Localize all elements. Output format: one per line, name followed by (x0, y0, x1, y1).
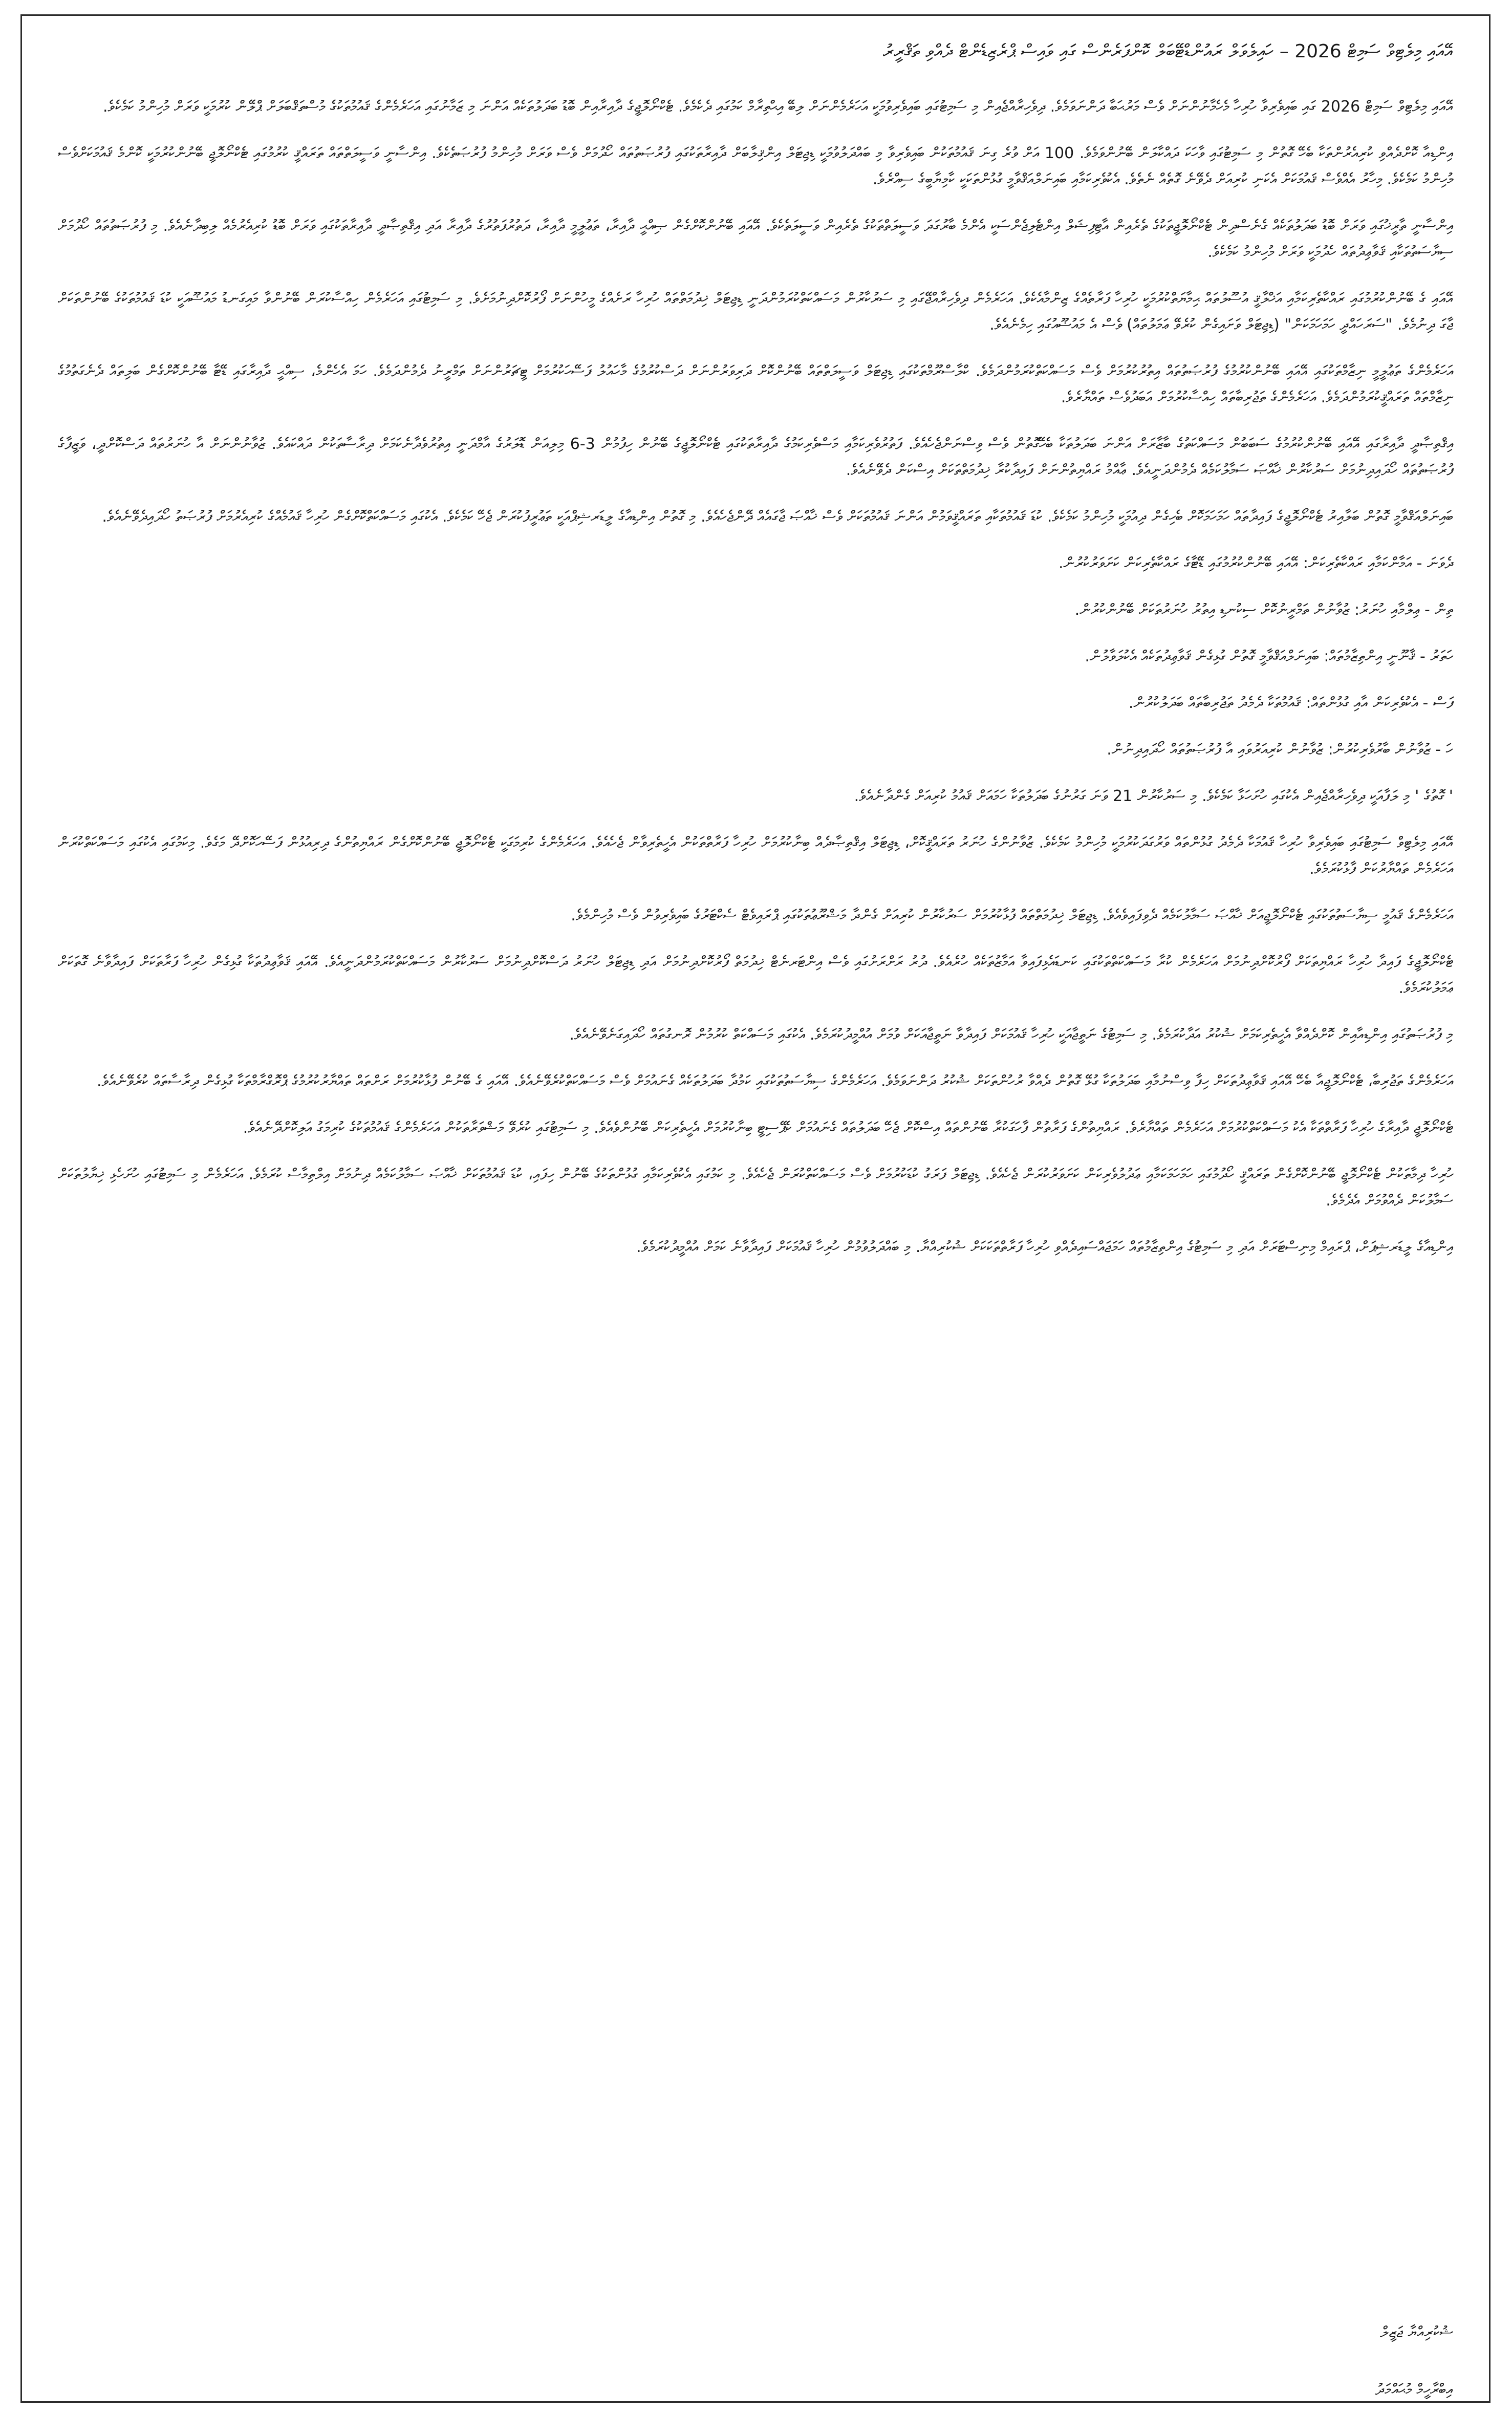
closing-line: ޝުކުރިއްޔާ ޖަޒީލް (1380, 2323, 1453, 2341)
paragraph-15: އިންޑިއާގެ ލީޑަރޝިޕަށް، ޕްރައިމް މިނިސްޓަރަށް އަދި މި ސަމިޓުގެ އިންތިޒާމުތައް ހަމަޖައްސައިދެއްވި ހުރިހާ ފަރާތްތަކަކަށް ޝުކުރިއްޔާ. މި ބައްދަލުވުމުން ހުރިހާ ޤައުމަކަށް ފައިދާވާނެ ކަމަށް އުއްމީދުކުރަމެވެ. (636, 1238, 1453, 1256)
paragraph-5: އަހަރެމެންގެ ތަޢުލީމީ ނިޒާމްތަކުގައި އޭއައި ބޭނުންކުރުމުގެ ފުރުޞަތުތައް އިތުރުކުރުމަށް ވެސް މަސައްކަތްކުރަމުންދަމެވެ. ކްލާސްރޫމްތަކުގައި ޑިޖިޓަލް ވަސީލަތްތައް ބޭނުންކޮށް ދަރިވަރުންނަށް ދަސްކުރުމުގެ މާހައުލު ފަސޭހަކުރުމަށް ޓީޗަރުންނަށް ތަމްރީނު ދެމުންދަމެވެ. ހަމަ އެހެންމެ، ސިއްޙީ ދާއިރާގައި ޑޭޓާ ބޭނުންކޮށްގެން ބަލިތައް ދެނެގަތުމުގެ ނިޒާމްތައް ތަރައްޤީކުރަމުންދަމެވެ. އަހަރެމެންގެ ތަޖުރިބާތައް ހިއްސާކުރުމަށް އަބަދުވެސް ތައްޔާރެވެ. (58, 362, 1453, 406)
paragraph-2: އިންޑިއާ ކޮށްދެއްވި ކުރިއެރުންތަކާ ބެހޭ ގޮތުން މި ސަމިޓުގައި ވާހަކަ ދައްކާލަން ބޭނުންވަމެވެ. 100 އަށް ވުރެ ގިނަ ޤައުމުތަކުން ބައިވެރިވާ މި ބައްދަލުވުމަކީ ޑިޖިޓަލް އިންޤިލާބަށް ދާއިރާތަކުގައި ފުރުޞަތުތައް ހޯދުމަށް ވެސް ވަރަށް މުހިންމު ފުރުޞަތެކެވެ. އިންސާނީ ވަސީލަތްތައް ތަރައްޤީ ކުރުމުގައި ޓެކްނޯލޮޖީ ބޭނުންކުރުމަކީ ކޮންމެ ޤައުމަކަށްވެސް މުހިންމު ކަމެކެވެ. މިހާރު އެއްވެސް ޤައުމަކަށް އެކަނި ކުރިއަށް ދެވޭނެ ގޮތެއް ނެތެވެ. އެކުވެރިކަމާއި ބައިނަލްއަޤްވާމީ ގުޅުންތަކަކީ ކާމިޔާބީގެ ސިއްރެވެ. (58, 144, 1453, 188)
list-item-4: ފަސް - އެކުވެރިކަން އާއި ގުޅުންތައް: ޤައުމުތަކާ ދެމެދު ތަޖުރިބާތައް ބަދަލުކުރުން. (1128, 694, 1453, 712)
paragraph-9: އަހަރެމެންގެ ޤައުމީ ސިޔާސަތުތަކުގައި ޓެކްނޯލޮޖީއަށް ޚާއްޞަ ސަމާލުކަމެއް ދެވިފައިވެއެވެ. ޑިޖިޓަލް ޚިދުމަތްތައް ފުޅާކުރުމަށް ސަރުކާރުން ކުރިއަށް ގެންދާ މަޝްރޫޢުތަކުގައި ޕްރައިވެޓް ސެކްޓަރުގެ ބައިވެރިވުން ވެސް މުހިންމެވެ. (571, 907, 1453, 924)
paragraph-3: އިންސާނީ ތާރީޚުގައި ވަރަށް ބޮޑު ބަދަލުތަކެއް ގެނެސްދިން ޓެކްނޯލޮޖީތަކުގެ ތެރެއިން އާޓިފިޝަލް އިންޓެލިޖެންސަކީ އެންމެ ބާރުގަދަ ވަސީލަތްތަކުގެ ތެރެއިން ވަސީލަތެކެވެ. އޭއައި ބޭނުންކޮށްގެން ޞިއްޙީ ދާއިރާ، ތަޢުލީމީ ދާއިރާ، ދަތުރުފަތުރުގެ ދާއިރާ އަދި އިޤްތިޞާދީ ދާއިރާތަކުގައި ވަރަށް ބޮޑު ކުރިއެރުމެއް ލިބިދާނެއެވެ. މި ފުރުޞަތުތައް ހޯދުމަށް ސިޔާސަތުތަކާއި ޤަވާޢިދުތައް ހެދުމަކީ ވަރަށް މުހިންމު ކަމެކެވެ. (58, 217, 1453, 261)
paragraph-6: އިޤްތިޞާދީ ދާއިރާގައި އޭއައި ބޭނުންކުރުމުގެ ސަބަބުން މަސައްކަތުގެ ބާޒާރަށް އަންނަ ބަދަލުތަކާ ބެހޭގޮތުން ވެސް ވިސްނަންޖެހެއެވެ. ފަތުރުވެރިކަމާއި މަސްވެރިކަމުގެ ދާއިރާތަކުގައި ޓެކްނޯލޮޖީގެ ބޭނުން ހިފުމުން 3-6 މިލިއަން ޑޮލަރުގެ އާމްދަނީ އިތުރުވެދާނެކަމަށް ދިރާސާތަކުން ދައްކައެވެ. ޒުވާނުންނަށް އާ ހުނަރުތައް ދަސްކޮށްދީ، ވަޒީފާގެ ފުރުޞަތުތައް ހޯދައިދިނުމަށް ސަރުކާރުން ޚާއްޞަ ސަމާލުކަމެއް ދެމުންދަނީއެވެ. ޢާއްމު ރައްޔިތުންނަށް ފައިދާކުރާ ޚިދުމަތްތަކަށް އިސްކަން ދެވޭނެއެވެ. (58, 435, 1454, 479)
paragraph-1: އޭއައި މިލެޓިވް ސަމިޓް 2026 ގައި ބައިވެރިވާ ހުރިހާ މެހެމާނުންނަށް ވެސް މަރުޙަބާ ދަންނަވަމެވެ. ދިވެހިރާއްޖެއިން މި ސަމިޓުގައި ބައިވެރިވުމަކީ އަހަރެމެންނަށް ލިބޭ އިޙްތިރާމް ކަމުގައި ދެކެމެވެ. ޓެކްނޯލޮޖީގެ ދާއިރާއިން ބޮޑު ބަދަލުތަކެއް އަންނަ މި ޒަމާނުގައި އަހަރެމެންގެ ޤައުމުތަކުގެ މުސްތަޤްބަލަށް ޕްލޭން ކުރުމަކީ ވަރަށް މުހިންމު ކަމެކެވެ. (103, 98, 1453, 116)
paragraph-14: ހުރިހާ ދިމާތަކުން ޓެކްނޯލޮޖީ ބޭނުންކޮށްގެން ތަރައްޤީ ހޯދުމުގައި ހަމަހަމަކަމާއި ޢަދުލުވެރިކަން ކަށަވަރުކުރަން ޖެހެއެވެ. ޑިޖިޓަލް ފަރަގު ކުޑަކުރުމަށް ވެސް މަސައްކަތްކުރަން ޖެހެއެވެ. މި ކަމުގައި އެކުވެރިކަމާއި ގުޅުންތަކުގެ ބޭނުން ހިފައި، ކުޑަ ޤައުމުތަކަށް ޚާއްޞަ ސަމާލުކަމެއް ދިނުމަށް އިލްތިމާސް ކުރަމެވެ. އަހަރެމެން މި ސަމިޓުގައި ހުށަހެޅި ޚިޔާލުތަކަށް ސަމާލުކަން ދެއްވުމަށް އެދެމެވެ. (58, 1166, 1453, 1210)
document-body (58, 36, 1453, 1281)
paragraph-10: ޓެކްނޯލޮޖީގެ ފައިދާ ހުރިހާ ރައްޔިތަކަށް ފޯރުކޮށްދިނުމަށް އަހަރެމެން ކުރާ މަސައްކަތްތަކުގައި ކަނޑައެޅިފައިވާ އަމާޒުތަކެއް ހުރެއެވެ. ދުރު ރަށްރަށުގައި ވެސް އިންޓަރނެޓް ޚިދުމަތް ފޯރުކޮށްދިނުމަށް އަދި ޑިޖިޓަލް ހުނަރު ދަސްކޮށްދިނުމަށް ސަރުކާރުން މަސައްކަތްކުރަމުންދަނީއެވެ. އޭއައި ޤަވާޢިދުތަކާ ގުޅިގެން ހުރިހާ ފަރާތަކަށް ފައިދާވާނެ ގޮތަކަށް ޢަމަލުކުރަމެވެ. (58, 953, 1453, 997)
list-item-2: ތިން - ޢިލްމާއި ހުނަރު: ޒުވާނުން ތަމްރީނުކޮށް ސިކުނޑި އިތުރު ހުނަރުތަކަށް ބޭނުންކުރުން. (1074, 601, 1453, 619)
document-page (20, 14, 1491, 2403)
paragraph-11: މި ފުރުޞަތުގައި އިންޑިއާއިން ކޮށްދެއްވާ އެހީތެރިކަމަށް ޝުކުރު އަދާކުރަމެވެ. މި ސަމިޓުގެ ނަތީޖާއަކީ ހުރިހާ ޤައުމަކަށް ފައިދާވާ ނަތީޖާއަކަށް ވުމަށް އުއްމީދުކުރަމެވެ. އެކުގައި މަސައްކަތް ކުރުމުން ރޮނގުތައް ހޯދައިގަނެވޭނެއެވެ. (569, 1026, 1453, 1044)
list-item-1: ދެވަނަ - އަމާންކަމާއި ރައްކާތެރިކަން: އޭއައި ބޭނުންކުރުމުގައި ޑޭޓާގެ ރައްކާތެރިކަން ކަށަވަރުކުރުން. (1058, 554, 1453, 572)
paragraph-7: ބައިނަލްއަޤްވާމީ ގޮތުން ބަލާއިރު ޓެކްނޯލޮޖީގެ ފައިދާތައް ހަމަހަމަކޮށް ބެހިގެން ދިއުމަކީ މުހިންމު ކަމެކެވެ. ކުޑަ ޤައުމުތަކާއި ތަރައްޤީވަމުން އަންނަ ޤައުމުތަކަށް ވެސް ޚާއްޞަ ޖާގައެއް ދޭންޖެހެއެވެ. މި ގޮތުން އިންޑިއާގެ ލީޑަރޝިޕްއަކީ ތަޢުރީފުކުރަން ޖެހޭ ކަމެކެވެ. އެކުގައި މަސައްކަތްކޮށްގެން ހުރިހާ ޤައުމެއްގެ ކުރިއެރުމަށް ފުރުޞަތު ހޯދައިދެވޭނެއެވެ. (102, 508, 1453, 526)
list-item-3: ހަތަރު - ޤާނޫނީ އިންތިޒާމުތައް: ބައިނަލްއަޤްވާމީ ގޮތުން ގުޅިގެން ޤަވާޢިދުތަކެއް އެކުލަވާލުން. (1085, 648, 1453, 665)
list-item-5: ހަ - ޒުވާނުން ބާރުވެރިކުރުން: ޒުވާނުން ކުރިއަރުވައި އާ ފުރުޞަތުތައް ހޯދައިދިނުން. (1107, 741, 1453, 759)
paragraph-8: އޭއައި މިލެޓިވް ސަމިޓުގައި ބައިވެރިވާ ހުރިހާ ޤައުމަކާ ދެމެދު ގުޅުންތައް ވަރުގަދަކުރުމަކީ މުހިންމު ކަމެކެވެ. ޒުވާނުންގެ ހުނަރު ތަރައްޤީކޮށް، ޑިޖިޓަލް އިޤްތިޞާދެއް ބިނާކުރުމަށް ހުރިހާ ފަރާތްތަކުން އެހީތެރިވާން ޖެހެއެވެ. އަހަރެމެންގެ ކުރިމަގަކީ ޓެކްނޯލޮޖީ ބޭނުންކޮށްގެން ރައްޔިތުންގެ ދިރިއުޅުން ފަސޭހަކޮށްދޭ މަގެވެ. މިކަމުގައި އެކުގައި މަސައްކަތްކުރަން އަހަރެމެން ތައްޔާރުކަން ފާޅުކުރަމެވެ. (58, 834, 1453, 878)
signature-block (58, 2319, 1453, 2434)
signatory-name: އިބްރާހީމް މުޙައްމަދު (1375, 2381, 1453, 2399)
paragraph-4: އޭއައި ގެ ބޭނުންކުރުމުގައި ރައްކާތެރިކަމާއި އަޚްލާޤީ އުސޫލުތައް ޙިމާޔަތްކުރުމަކީ ހުރިހާ ފަރާތެއްގެ ޒިންމާއެކެވެ. އަހަރެމެން ދިވެހިރާއްޖޭގައި މި ސަރުކާރުން މަސައްކަތްކުރަމުންދަނީ ޑިޖިޓަލް ޚިދުމަތްތައް ހުރިހާ ރަށެއްގެ މީހުންނަށް ފޯރުކޮށްދިނުމަށެވެ. މި ސަމިޓުގައި އަހަރެމެން ހިއްސާކުރަން ބޭނުންވާ މައިގަނޑު މައުޟޫއަކީ ކުޑަ ޤައުމުތަކުގެ ބޭނުންތަކަށް ޖާގަ ދިނުމެވެ. "ސަރަހައްދީ ހަމަހަމަކަން" (ޑިޖިޓަލް ވަށައިގެން ކުރެވޭ ޢަމަލުތައް) ވެސް އެ މައުޟޫއުގައި ހިމެނެއެވެ. (58, 290, 1453, 334)
list-item-6: ' ގޮތުގެ ' މި ލަފާއަކީ ދިވެހިރާއްޖެއިން އެކުގައި ހުށަހަޅާ ކަމެކެވެ. މި ސަރުކާރުން 21 ވަނަ ގަރުނުގެ ބަދަލުތަކާ ހަމައަށް ޤައުމު ކުރިއަށް ގެންދާނެއެވެ. (854, 787, 1453, 805)
paragraph-13: ޓެކްނޯލޮޖީ ދާއިރާގެ ހުރިހާ ފަރާތްތަކާ އެކު މަސައްކަތްކުރުމަށް އަހަރެމެން ތައްޔާރެވެ. ރައްޔިތުންގެ ފަރާތުން ފާހަގަކުރާ ބޭނުންތައް އިސްކޮށް ޖެހޭ ބަދަލުތައް ގެނައުމަށް ކެޕޭސިޓީ ބިނާކުރުމަށް އެހީތެރިކަން ބޭނުންވެއެވެ. މި ސަމިޓުގައި ކުރެވޭ މަޝްވަރާތަކުން އަހަރެމެންގެ ޤައުމުތަކުގެ ކުރިމަގު އަލިކޮށްދޭނެއެވެ. (243, 1119, 1453, 1137)
document-title: އޭއައި މިލެޓިވް ސަމިޓް 2026 – ހައިލެވަލް ރައުންޑްޓޭބަލް ކޮންފަރެންސް ގައި ވައިސް ޕްރެޒިޑެންޓް ދެއްވި ތަޤްރީރު (883, 41, 1453, 62)
paragraph-12: އަހަރެމެންގެ ތަޖުރިބާ، ޓެކްނޯލޮޖީއާ ބެހޭ އޭއައި ޤަވާޢިދުތަކަށް ހިފާ ވިސްނުމާއި ބަދަލުތަކާ ގުޅޭ ގޮތުން ދެއްވާ ރުހުންތަކަށް ޝުކުރު ދަންނަވަމެވެ. އަހަރެމެންގެ ސިޔާސަތުތަކުގައި ކަމުދާ ބަދަލުތަކެއް ގެނައުމަށް ވެސް މަސައްކަތްކުރެވޭނެއެވެ. އޭއައި ގެ ބޭނުން ފުޅާކުރުމަށް ރަށްތައް ތައްޔާރުކުރުމުގެ ޕްރޮގްރާމްތަކާ ގުޅިގެން ދިރާސާތައް ކުރެވޭނެއެވެ. (97, 1072, 1453, 1090)
